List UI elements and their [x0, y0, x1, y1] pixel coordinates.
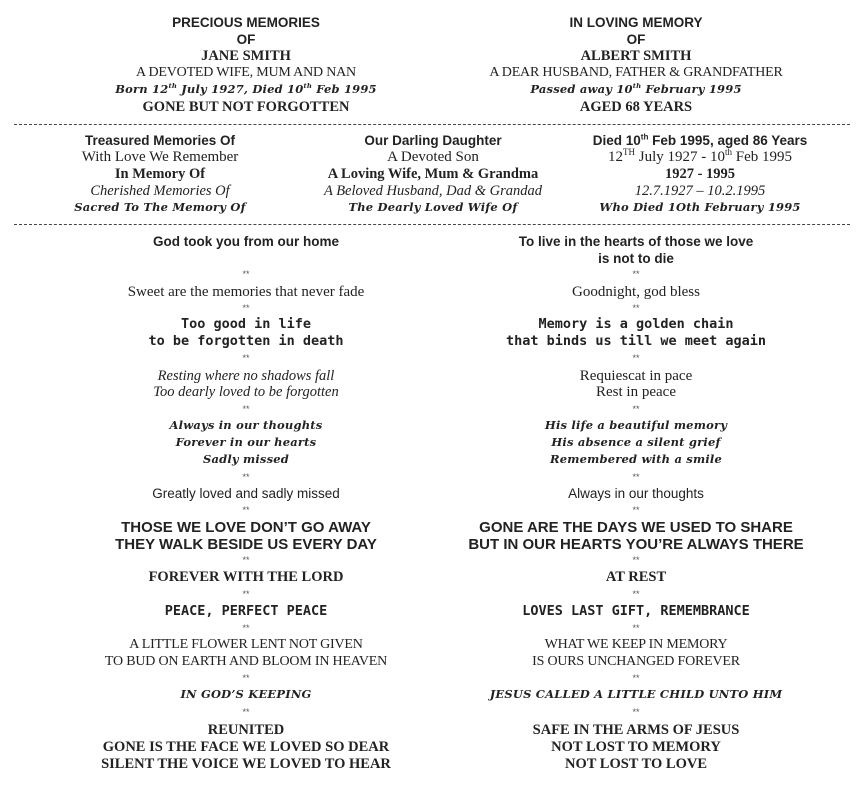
date-line-4: 12.7.1927 – 10.2.1995: [634, 183, 766, 199]
verse-separator: **: [242, 555, 250, 565]
verse-right-12-line-3: NOT LOST TO LOVE: [565, 756, 707, 772]
opening-line-1: Treasured Memories Of: [84, 133, 236, 148]
relation-line-4: A Beloved Husband, Dad & Grandad: [323, 183, 543, 199]
date-line-2: 12TH July 1927 - 10th Feb 1995: [607, 147, 793, 165]
verse-left-12-line-2: GONE IS THE FACE WE LOVED SO DEAR: [102, 739, 390, 755]
verse-right-10-line-1: WHAT WE KEEP IN MEMORY: [544, 637, 728, 652]
verse-right-5-line-3: Remembered with a smile: [549, 452, 723, 466]
verse-left-3-line-2: to be forgotten in death: [148, 333, 344, 349]
opening-line-4: Cherished Memories Of: [90, 183, 230, 199]
verse-left-7-line-1: THOSE WE LOVE DON’T GO AWAY: [121, 519, 371, 536]
header-left-dates: Born 12th July 1927, Died 10th Feb 1995: [115, 82, 377, 96]
header-left-name: JANE SMITH: [201, 48, 291, 64]
verse-right-7-line-2: BUT IN OUR HEARTS YOU’RE ALWAYS THERE: [468, 536, 804, 553]
relation-line-1: Our Darling Daughter: [364, 133, 502, 148]
relation-line-2: A Devoted Son: [387, 149, 479, 165]
verse-separator: **: [632, 505, 640, 515]
verse-left-12-line-3: SILENT THE VOICE WE LOVED TO HEAR: [101, 756, 391, 772]
verse-right-1-line-2: is not to die: [598, 251, 674, 266]
verse-separator: **: [632, 589, 640, 599]
verse-left-5-line-2: Forever in our hearts: [175, 435, 317, 449]
date-line-1: Died 10th Feb 1995, aged 86 Years: [592, 132, 808, 148]
verse-left-12-line-1: REUNITED: [207, 722, 285, 738]
verse-separator: **: [242, 404, 250, 414]
verse-right-12-line-1: SAFE IN THE ARMS OF JESUS: [532, 722, 740, 738]
verse-separator: **: [242, 353, 250, 363]
verse-right-7-line-1: GONE ARE THE DAYS WE USED TO SHARE: [479, 519, 793, 536]
verse-right-12-line-2: NOT LOST TO MEMORY: [551, 739, 721, 755]
verse-right-3-line-2: that binds us till we meet again: [505, 333, 767, 349]
verse-separator: **: [242, 505, 250, 515]
verse-right-11: JESUS CALLED A LITTLE CHILD UNTO HIM: [489, 687, 783, 701]
opening-line-3: In Memory Of: [114, 166, 206, 182]
verse-left-1: God took you from our home: [153, 234, 339, 249]
verse-left-4-line-2: Too dearly loved to be forgotten: [153, 384, 339, 400]
verse-separator: **: [242, 673, 250, 683]
header-right-closing: AGED 68 YEARS: [579, 99, 693, 115]
verse-separator: **: [632, 555, 640, 565]
verse-right-6: Always in our thoughts: [568, 486, 704, 501]
verse-right-4-line-1: Requiescat in pace: [579, 368, 693, 384]
verse-separator: **: [242, 707, 250, 717]
opening-line-5: Sacred To The Memory Of: [74, 200, 246, 214]
verse-right-10-line-2: IS OURS UNCHANGED FOREVER: [532, 654, 740, 669]
verse-left-2: Sweet are the memories that never fade: [127, 284, 365, 300]
verse-separator: **: [632, 673, 640, 683]
verse-right-9: LOVES LAST GIFT, REMEMBRANCE: [522, 603, 750, 619]
verse-separator: **: [242, 623, 250, 633]
verse-separator: **: [242, 269, 250, 279]
verse-left-3-line-1: Too good in life: [180, 316, 312, 332]
verse-left-4-line-1: Resting where no shadows fall: [157, 368, 335, 384]
header-right-description: A DEAR HUSBAND, FATHER & GRANDFATHER: [489, 65, 783, 80]
verse-separator: **: [632, 623, 640, 633]
verse-separator: **: [242, 303, 250, 313]
divider-top: [14, 124, 850, 125]
verse-left-5-line-1: Always in our thoughts: [169, 418, 323, 432]
relation-line-3: A Loving Wife, Mum & Grandma: [327, 166, 539, 182]
verse-right-1-line-1: To live in the hearts of those we love: [518, 234, 754, 249]
verse-separator: **: [632, 353, 640, 363]
date-line-5: Who Died 1Oth February 1995: [599, 200, 801, 214]
verse-right-8: AT REST: [605, 569, 667, 585]
verse-right-5-line-1: His life a beautiful memory: [544, 418, 728, 432]
header-right-dates: Passed away 10th February 1995: [530, 82, 742, 96]
relation-line-5: The Dearly Loved Wife Of: [348, 200, 518, 214]
verse-left-7-line-2: THEY WALK BESIDE US EVERY DAY: [115, 536, 377, 553]
verse-right-4-line-2: Rest in peace: [596, 384, 676, 400]
header-right-name: ALBERT SMITH: [580, 48, 692, 64]
verse-left-8: FOREVER WITH THE LORD: [148, 569, 344, 585]
date-line-3: 1927 - 1995: [664, 166, 736, 182]
header-right-of: OF: [626, 32, 646, 47]
verse-separator: **: [632, 269, 640, 279]
verse-separator: **: [242, 589, 250, 599]
verse-right-3-line-1: Memory is a golden chain: [538, 316, 734, 332]
verse-separator: **: [632, 404, 640, 414]
header-right-title: IN LOVING MEMORY: [569, 15, 703, 30]
verse-left-9: PEACE, PERFECT PEACE: [164, 603, 328, 619]
header-left-of: OF: [236, 32, 256, 47]
verse-separator: **: [632, 707, 640, 717]
verse-left-11: IN GOD’S KEEPING: [180, 687, 312, 701]
verse-left-10-line-1: A LITTLE FLOWER LENT NOT GIVEN: [129, 637, 363, 652]
verse-right-5-line-2: His absence a silent grief: [551, 435, 721, 449]
verse-left-10-line-2: TO BUD ON EARTH AND BLOOM IN HEAVEN: [104, 654, 388, 669]
verse-separator: **: [632, 472, 640, 482]
verse-right-2: Goodnight, god bless: [572, 284, 700, 300]
verse-left-6: Greatly loved and sadly missed: [152, 486, 340, 501]
verse-separator: **: [632, 303, 640, 313]
header-left-closing: GONE BUT NOT FORGOTTEN: [142, 99, 350, 115]
header-left-title: PRECIOUS MEMORIES: [172, 15, 320, 30]
opening-line-2: With Love We Remember: [81, 149, 239, 165]
verse-separator: **: [242, 472, 250, 482]
divider-bottom: [14, 224, 850, 225]
header-left-description: A DEVOTED WIFE, MUM AND NAN: [136, 65, 356, 80]
verse-left-5-line-3: Sadly missed: [202, 452, 290, 466]
